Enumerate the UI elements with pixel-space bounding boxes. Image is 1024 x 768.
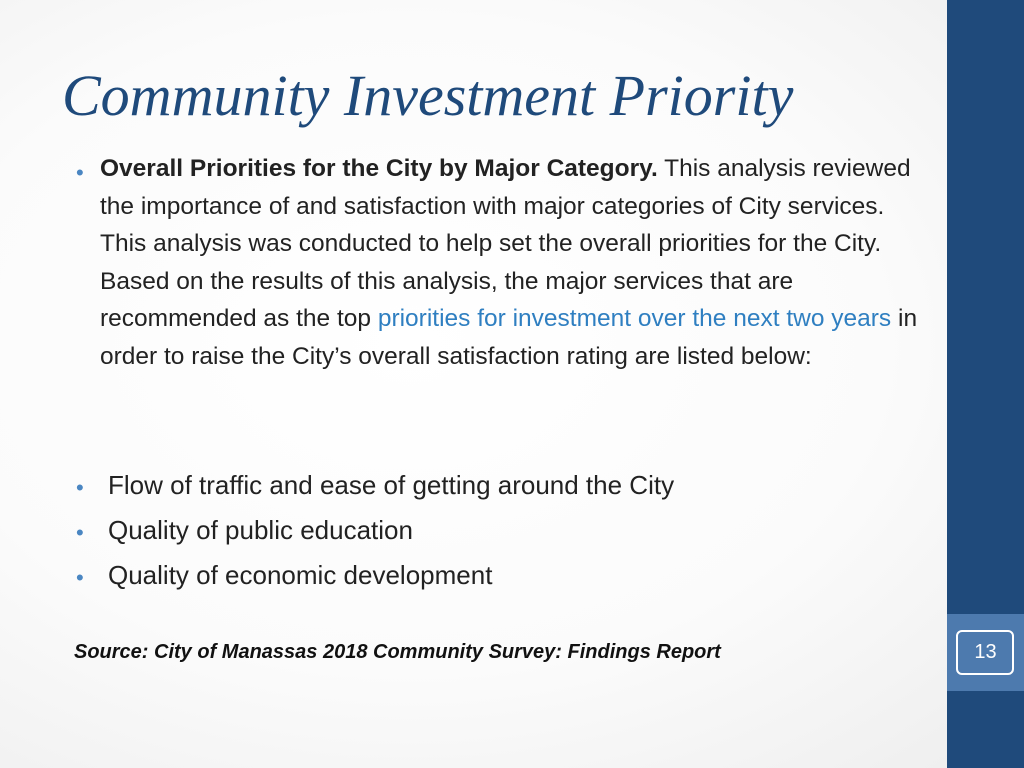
investment-highlight: priorities for investment over the next two years [377,305,892,332]
priority-item: Quality of economic development [108,560,493,590]
bullet-icon: • [76,160,84,185]
source-citation: Source: City of Manassas 2018 Community Survey: Findings Report [74,641,721,663]
page-number-box [947,614,1024,691]
priority-item: Quality of public education [108,515,413,545]
priority-item: Flow of traffic and ease of getting around the City [108,470,675,500]
bullet-icon: • [76,520,84,545]
page-number: 13 [974,641,997,663]
bullet-icon: • [76,565,84,590]
intro-bold-lead: Overall Priorities for the City by Major Category. [100,155,658,182]
intro-paragraph [100,150,930,375]
intro-text: This analysis reviewed the importance of and satisfaction with major categories of City services. This analysis was conducted to help set the overall priorities for the City. Based on the results of this analysis, the major services that are recommended as the top [100,155,911,332]
bullet-icon: • [76,475,84,500]
slide-title: Community Investment Priority [62,63,794,128]
intro-text-end: in order to raise the City’s overall satisfaction rating are listed below: [100,305,918,370]
